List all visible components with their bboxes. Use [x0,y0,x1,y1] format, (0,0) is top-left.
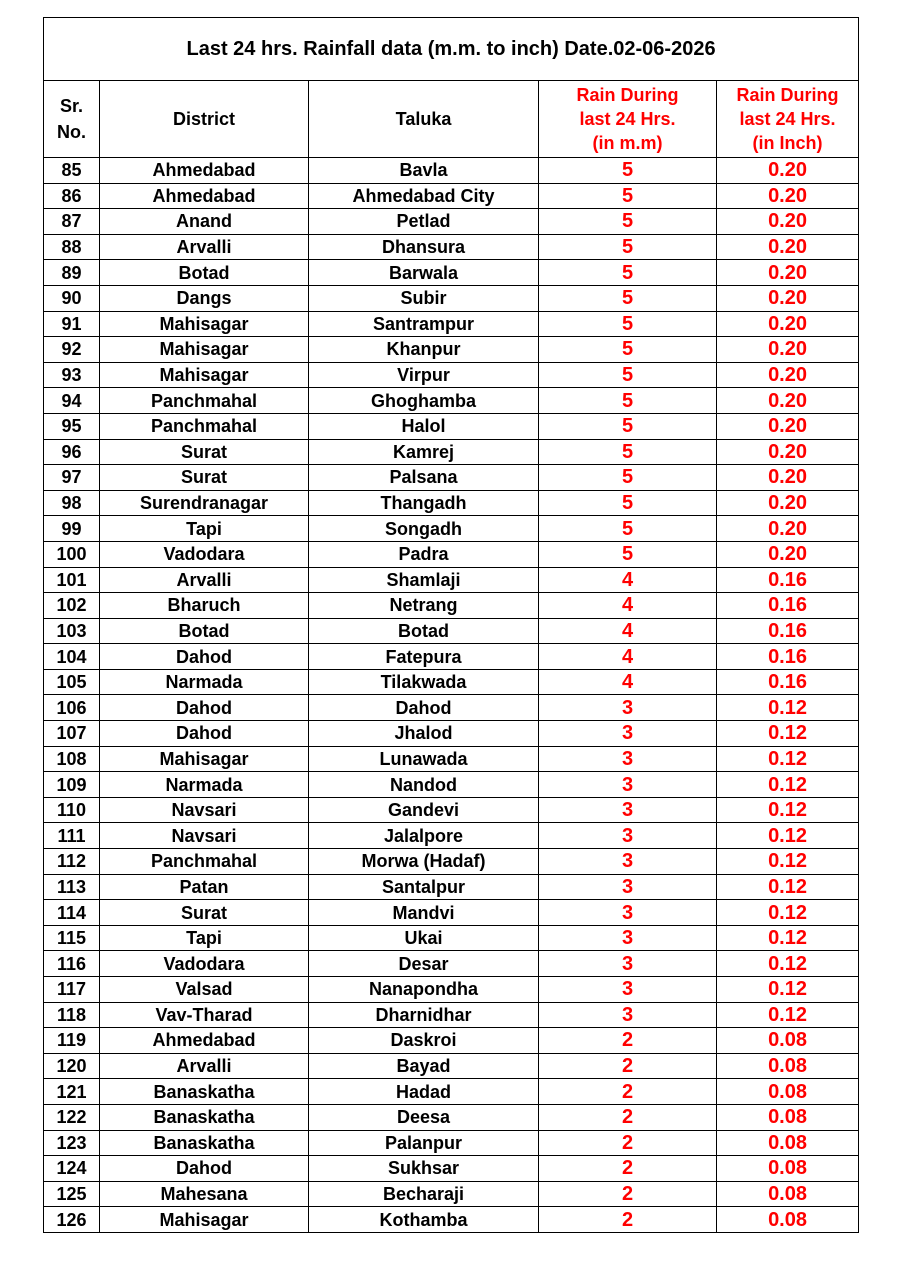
rain-inch-cell: 0.20 [717,260,859,286]
rain-mm-cell: 4 [539,669,717,695]
table-row [44,1156,859,1182]
district-cell: Tapi [100,516,309,542]
rain-mm-cell: 3 [539,823,717,849]
header-sr-no [44,81,100,158]
sr-no-cell: 98 [44,490,100,516]
sr-no-cell: 94 [44,388,100,414]
taluka-cell: Santalpur [309,874,539,900]
district-cell: Dangs [100,285,309,311]
table-row [44,951,859,977]
table-row [44,1002,859,1028]
rain-inch-cell: 0.20 [717,439,859,465]
rain-inch-cell: 0.12 [717,951,859,977]
sr-no-cell: 107 [44,721,100,747]
header-district: District [100,81,309,158]
district-cell: Arvalli [100,1053,309,1079]
sr-no-cell: 95 [44,413,100,439]
header-mm-line2: last 24 Hrs. [579,109,676,129]
rain-inch-cell: 0.16 [717,669,859,695]
table-row [44,1104,859,1130]
table-row [44,183,859,209]
taluka-cell: Nandod [309,772,539,798]
district-cell: Tapi [100,925,309,951]
district-cell: Anand [100,209,309,235]
header-row [44,81,859,158]
rain-mm-cell: 5 [539,465,717,491]
rain-inch-cell: 0.12 [717,900,859,926]
rain-mm-cell: 5 [539,311,717,337]
rain-inch-cell: 0.20 [717,362,859,388]
taluka-cell: Jalalpore [309,823,539,849]
rain-mm-cell: 5 [539,260,717,286]
sr-no-cell: 103 [44,618,100,644]
table-row [44,644,859,670]
sr-no-cell: 90 [44,285,100,311]
district-cell: Ahmedabad [100,1028,309,1054]
district-cell: Panchmahal [100,413,309,439]
table-row [44,1207,859,1233]
rain-inch-cell: 0.20 [717,183,859,209]
title-row [44,18,859,81]
sr-no-cell: 125 [44,1181,100,1207]
sr-no-cell: 100 [44,541,100,567]
sr-no-cell: 96 [44,439,100,465]
table-title: Last 24 hrs. Rainfall data (m.m. to inch) Date.02-06-2026 [44,18,859,81]
district-cell: Surat [100,465,309,491]
district-cell: Mahisagar [100,362,309,388]
rain-mm-cell: 4 [539,567,717,593]
taluka-cell: Khanpur [309,337,539,363]
district-cell: Patan [100,874,309,900]
table-row [44,925,859,951]
district-cell: Mahisagar [100,311,309,337]
table-row [44,1028,859,1054]
rain-inch-cell: 0.12 [717,721,859,747]
table-row [44,311,859,337]
sr-no-cell: 115 [44,925,100,951]
rain-inch-cell: 0.12 [717,772,859,798]
rain-inch-cell: 0.20 [717,516,859,542]
sr-no-cell: 92 [44,337,100,363]
sr-no-cell: 119 [44,1028,100,1054]
district-cell: Surat [100,900,309,926]
table-row [44,362,859,388]
sr-no-cell: 91 [44,311,100,337]
taluka-cell: Desar [309,951,539,977]
sr-no-cell: 104 [44,644,100,670]
table-row [44,285,859,311]
header-sr-line1: Sr. [59,96,84,116]
sr-no-cell: 101 [44,567,100,593]
sr-no-cell: 113 [44,874,100,900]
table-row [44,900,859,926]
district-cell: Mahisagar [100,746,309,772]
rain-inch-cell: 0.20 [717,541,859,567]
sr-no-cell: 110 [44,797,100,823]
rain-mm-cell: 5 [539,413,717,439]
rain-mm-cell: 5 [539,183,717,209]
sr-no-cell: 108 [44,746,100,772]
district-cell: Narmada [100,772,309,798]
rain-mm-cell: 5 [539,439,717,465]
sr-no-cell: 89 [44,260,100,286]
district-cell: Dahod [100,695,309,721]
header-mm-line3: (in m.m) [592,133,663,153]
district-cell: Dahod [100,1156,309,1182]
rain-inch-cell: 0.16 [717,567,859,593]
sr-no-cell: 97 [44,465,100,491]
rain-inch-cell: 0.20 [717,337,859,363]
rain-mm-cell: 3 [539,797,717,823]
rain-mm-cell: 3 [539,925,717,951]
rain-mm-cell: 2 [539,1207,717,1233]
district-cell: Surendranagar [100,490,309,516]
table-row [44,823,859,849]
table-row [44,1130,859,1156]
taluka-cell: Palsana [309,465,539,491]
table-row [44,567,859,593]
rain-mm-cell: 3 [539,746,717,772]
table-row [44,158,859,184]
district-cell: Ahmedabad [100,158,309,184]
rain-inch-cell: 0.16 [717,644,859,670]
taluka-cell: Santrampur [309,311,539,337]
rain-inch-cell: 0.08 [717,1207,859,1233]
sr-no-cell: 121 [44,1079,100,1105]
rain-inch-cell: 0.12 [717,746,859,772]
district-cell: Mahisagar [100,337,309,363]
sr-no-cell: 122 [44,1104,100,1130]
header-inch-line1: Rain During [736,85,839,105]
taluka-cell: Ahmedabad City [309,183,539,209]
district-cell: Vadodara [100,951,309,977]
taluka-cell: Padra [309,541,539,567]
table-row [44,874,859,900]
table-row [44,797,859,823]
sr-no-cell: 120 [44,1053,100,1079]
table-row [44,849,859,875]
rain-inch-cell: 0.20 [717,413,859,439]
table-row [44,234,859,260]
rain-mm-cell: 5 [539,158,717,184]
rain-inch-cell: 0.08 [717,1130,859,1156]
rain-mm-cell: 2 [539,1130,717,1156]
table-row [44,490,859,516]
district-cell: Arvalli [100,234,309,260]
header-sr-line2: No. [57,122,86,142]
rain-inch-cell: 0.20 [717,285,859,311]
table-row [44,1053,859,1079]
sr-no-cell: 114 [44,900,100,926]
rain-inch-cell: 0.08 [717,1053,859,1079]
table-row [44,593,859,619]
rain-inch-cell: 0.20 [717,158,859,184]
district-cell: Banaskatha [100,1130,309,1156]
table-row [44,746,859,772]
sr-no-cell: 99 [44,516,100,542]
rain-mm-cell: 5 [539,337,717,363]
taluka-cell: Mandvi [309,900,539,926]
taluka-cell: Ghoghamba [309,388,539,414]
district-cell: Valsad [100,977,309,1003]
sr-no-cell: 111 [44,823,100,849]
sr-no-cell: 118 [44,1002,100,1028]
rain-mm-cell: 5 [539,388,717,414]
taluka-cell: Ukai [309,925,539,951]
table-row [44,337,859,363]
sr-no-cell: 88 [44,234,100,260]
sr-no-cell: 86 [44,183,100,209]
rain-inch-cell: 0.12 [717,823,859,849]
taluka-cell: Kothamba [309,1207,539,1233]
sr-no-cell: 124 [44,1156,100,1182]
rain-mm-cell: 5 [539,362,717,388]
taluka-cell: Tilakwada [309,669,539,695]
taluka-cell: Jhalod [309,721,539,747]
taluka-cell: Petlad [309,209,539,235]
table-row [44,413,859,439]
district-cell: Narmada [100,669,309,695]
taluka-cell: Subir [309,285,539,311]
taluka-cell: Nanapondha [309,977,539,1003]
rain-inch-cell: 0.12 [717,977,859,1003]
table-row [44,439,859,465]
taluka-cell: Songadh [309,516,539,542]
taluka-cell: Palanpur [309,1130,539,1156]
taluka-cell: Becharaji [309,1181,539,1207]
district-cell: Bharuch [100,593,309,619]
rain-inch-cell: 0.08 [717,1156,859,1182]
table-row [44,618,859,644]
rainfall-table [43,17,859,1233]
rain-inch-cell: 0.08 [717,1079,859,1105]
district-cell: Botad [100,618,309,644]
rain-mm-cell: 5 [539,490,717,516]
rain-mm-cell: 2 [539,1104,717,1130]
sr-no-cell: 123 [44,1130,100,1156]
header-taluka: Taluka [309,81,539,158]
district-cell: Botad [100,260,309,286]
rain-mm-cell: 3 [539,849,717,875]
table-row [44,209,859,235]
taluka-cell: Shamlaji [309,567,539,593]
rain-mm-cell: 3 [539,721,717,747]
taluka-cell: Dhansura [309,234,539,260]
sr-no-cell: 85 [44,158,100,184]
rain-inch-cell: 0.12 [717,849,859,875]
taluka-cell: Virpur [309,362,539,388]
rain-mm-cell: 4 [539,618,717,644]
header-rain-mm [539,81,717,158]
taluka-cell: Botad [309,618,539,644]
taluka-cell: Sukhsar [309,1156,539,1182]
district-cell: Banaskatha [100,1104,309,1130]
sr-no-cell: 106 [44,695,100,721]
rain-mm-cell: 3 [539,1002,717,1028]
rain-inch-cell: 0.20 [717,234,859,260]
table-row [44,465,859,491]
table-row [44,541,859,567]
rain-inch-cell: 0.20 [717,465,859,491]
sr-no-cell: 109 [44,772,100,798]
rain-mm-cell: 3 [539,695,717,721]
rain-inch-cell: 0.20 [717,388,859,414]
header-inch-line3: (in Inch) [752,133,823,153]
district-cell: Navsari [100,797,309,823]
sr-no-cell: 126 [44,1207,100,1233]
district-cell: Surat [100,439,309,465]
table-row [44,388,859,414]
rain-inch-cell: 0.20 [717,311,859,337]
taluka-cell: Lunawada [309,746,539,772]
header-inch-line2: last 24 Hrs. [739,109,836,129]
rain-mm-cell: 3 [539,951,717,977]
rain-inch-cell: 0.16 [717,618,859,644]
rain-inch-cell: 0.12 [717,925,859,951]
rain-inch-cell: 0.12 [717,874,859,900]
table-row [44,1079,859,1105]
district-cell: Mahisagar [100,1207,309,1233]
taluka-cell: Deesa [309,1104,539,1130]
sr-no-cell: 116 [44,951,100,977]
table-body [44,158,859,1233]
rain-mm-cell: 3 [539,772,717,798]
district-cell: Dahod [100,721,309,747]
district-cell: Vav-Tharad [100,1002,309,1028]
table-row [44,721,859,747]
district-cell: Banaskatha [100,1079,309,1105]
table-row [44,516,859,542]
taluka-cell: Gandevi [309,797,539,823]
taluka-cell: Barwala [309,260,539,286]
rain-inch-cell: 0.08 [717,1028,859,1054]
district-cell: Dahod [100,644,309,670]
rain-inch-cell: 0.20 [717,209,859,235]
sr-no-cell: 87 [44,209,100,235]
header-mm-line1: Rain During [576,85,679,105]
district-cell: Ahmedabad [100,183,309,209]
table-row [44,669,859,695]
sr-no-cell: 117 [44,977,100,1003]
district-cell: Arvalli [100,567,309,593]
rain-mm-cell: 3 [539,977,717,1003]
rain-mm-cell: 5 [539,234,717,260]
district-cell: Vadodara [100,541,309,567]
rain-mm-cell: 2 [539,1028,717,1054]
taluka-cell: Kamrej [309,439,539,465]
taluka-cell: Dahod [309,695,539,721]
taluka-cell: Thangadh [309,490,539,516]
taluka-cell: Dharnidhar [309,1002,539,1028]
taluka-cell: Bayad [309,1053,539,1079]
district-cell: Navsari [100,823,309,849]
rain-mm-cell: 5 [539,541,717,567]
sr-no-cell: 112 [44,849,100,875]
rain-inch-cell: 0.12 [717,1002,859,1028]
rain-mm-cell: 3 [539,900,717,926]
rain-mm-cell: 2 [539,1079,717,1105]
rain-mm-cell: 5 [539,209,717,235]
header-rain-inch [717,81,859,158]
taluka-cell: Hadad [309,1079,539,1105]
sr-no-cell: 93 [44,362,100,388]
table-row [44,977,859,1003]
taluka-cell: Halol [309,413,539,439]
rain-mm-cell: 4 [539,593,717,619]
rain-mm-cell: 4 [539,644,717,670]
taluka-cell: Bavla [309,158,539,184]
rain-mm-cell: 5 [539,516,717,542]
taluka-cell: Daskroi [309,1028,539,1054]
taluka-cell: Morwa (Hadaf) [309,849,539,875]
table-row [44,772,859,798]
sr-no-cell: 102 [44,593,100,619]
district-cell: Panchmahal [100,849,309,875]
table-row [44,1181,859,1207]
rain-mm-cell: 2 [539,1181,717,1207]
rain-inch-cell: 0.08 [717,1181,859,1207]
sr-no-cell: 105 [44,669,100,695]
rain-mm-cell: 2 [539,1156,717,1182]
rain-mm-cell: 5 [539,285,717,311]
table-row [44,260,859,286]
district-cell: Panchmahal [100,388,309,414]
table-row [44,695,859,721]
rain-inch-cell: 0.20 [717,490,859,516]
rain-inch-cell: 0.12 [717,695,859,721]
rain-mm-cell: 2 [539,1053,717,1079]
district-cell: Mahesana [100,1181,309,1207]
rain-mm-cell: 3 [539,874,717,900]
rain-inch-cell: 0.16 [717,593,859,619]
rain-inch-cell: 0.12 [717,797,859,823]
rain-inch-cell: 0.08 [717,1104,859,1130]
taluka-cell: Netrang [309,593,539,619]
taluka-cell: Fatepura [309,644,539,670]
